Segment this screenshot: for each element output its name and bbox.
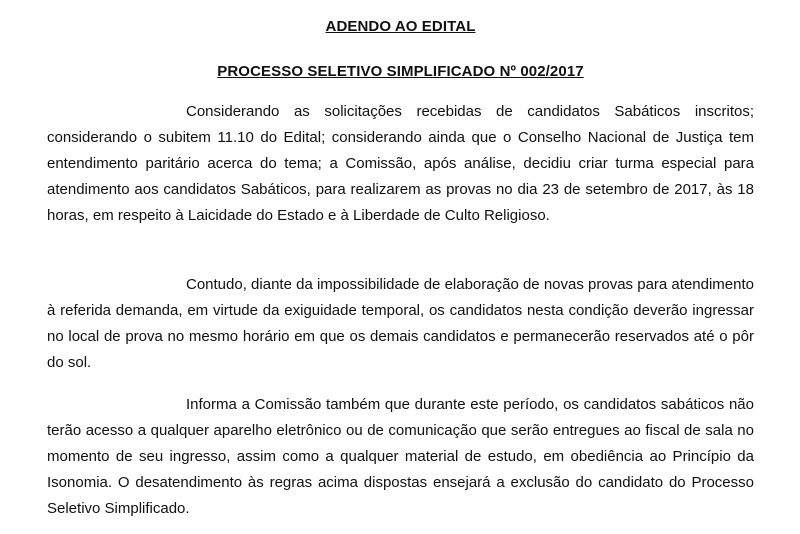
paragraph-3: Informa a Comissão também que durante este período, os candidatos sabáticos não terão acesso a qualquer aparelho eletrônico ou de comunicação que serão entregues ao fiscal de sala no momento de seu ingresso, assim como a qualquer material de estudo, em obediência ao Princípio da Isonomia. O desatendimento às regras acima dispostas ensejará a exclusão do candidato do Processo Seletivo Simplificado. [47, 396, 754, 517]
paragraph-2: Contudo, diante da impossibilidade de elaboração de novas provas para atendimento à referida demanda, em virtude da exiguidade temporal, os candidatos nesta condição deverão ingressar no local de prova no mesmo horário em que os demais candidatos e permanecerão reservados até o pôr do sol. [47, 276, 754, 371]
document-title: ADENDO AO EDITAL [325, 18, 476, 35]
paragraph-1: Considerando as solicitações recebidas de candidatos Sabáticos inscritos; considerando o subitem 11.10 do Edital; considerando ainda que o Conselho Nacional de Justiça tem entendimento paritário acerca do tema; a Comissão, após análise, decidiu criar turma especial para atendimento aos candidatos Sabáticos, para realizarem as provas no dia 23 de setembro de 2017, às 18 horas, em respeito à Laicidade do Estado e à Liberdade de Culto Religioso. [47, 103, 754, 224]
document-subtitle: PROCESSO SELETIVO SIMPLIFICADO Nº 002/2017 [217, 63, 584, 80]
